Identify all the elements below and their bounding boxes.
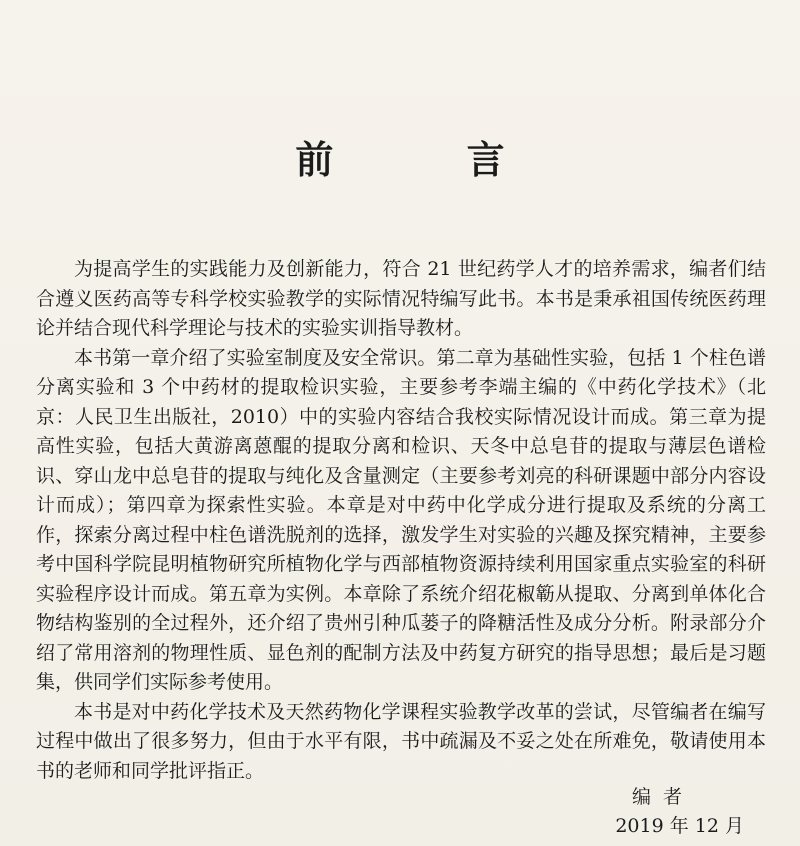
signature-block xyxy=(544,783,744,841)
paragraph-2: 本书第一章介绍了实验室制度及安全常识。第二章为基础性实验，包括 1 个柱色谱分离实验和 3 个中药材的提取检识实验，主要参考李端主编的《中药化学技术》（北京：人民卫生出版社，2010）中的实验内容结合我校实际情况设计而成。第三章为提高性实验，包括大黄游离蒽醌的提取分离和检识、天冬中总皂苷的提取与薄层色谱检识、穿山龙中总皂苷的提取与纯化及含量测定（主要参考刘亮的科研课题中部分内容设计而成）；第四章为探索性实验。本章是对中药中化学成分进行提取及系统的分离工作，探索分离过程中柱色谱洗脱剂的选择，激发学生对实验的兴趣及探究精神，主要参考中国科学院昆明植物研究所植物化学与西部植物资源持续利用国家重点实验室的科研实验程序设计而成。第五章为实例。本章除了系统介绍花椒簕从提取、分离到单体化合物结构鉴别的全过程外，还介绍了贵州引种瓜蒌子的降糖活性及成分分析。附录部分介绍了常用溶剂的物理性质、显色剂的配制方法及中药复方研究的指导思想；最后是习题集，供同学们实际参考使用。 xyxy=(36,346,766,693)
page-title: 前 言 xyxy=(295,138,565,182)
paragraph-3: 本书是对中药化学技术及天然药物化学课程实验教学改革的尝试，尽管编者在编写过程中做出了很多努力，但由于水平有限，书中疏漏及不妥之处在所难免，敬请使用本书的老师和同学批评指正。 xyxy=(36,700,766,782)
preface-body xyxy=(36,255,766,786)
signature-date: 2019 年 12 月 xyxy=(615,815,744,837)
paragraph-1: 为提高学生的实践能力及创新能力，符合 21 世纪药学人才的培养需求，编者们结合遵义医药高等专科学校实验教学的实际情况特编写此书。本书是秉承祖国传统医药理论并结合现代科学理论与技术的实验实训指导教材。 xyxy=(36,258,766,339)
signature-author: 编者 xyxy=(631,786,694,808)
